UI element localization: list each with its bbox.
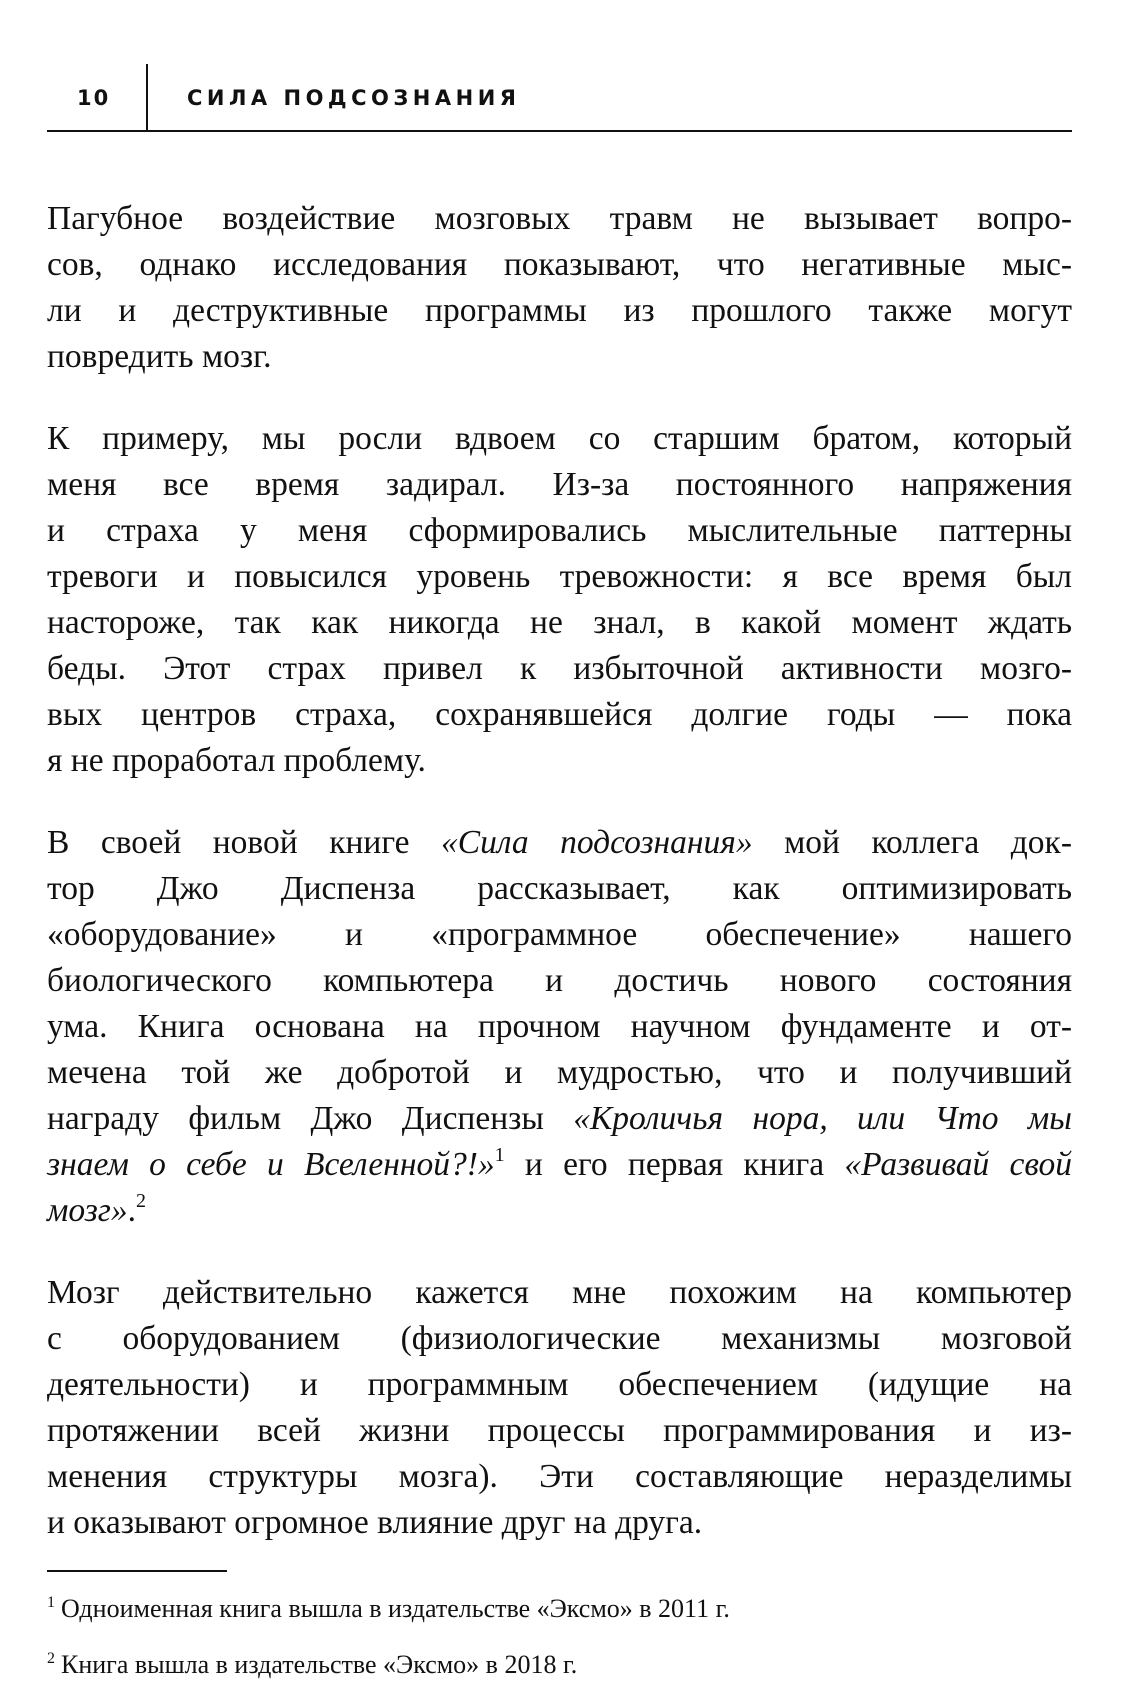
text-line: протяжении всей жизни процессы программирования и из-: [47, 1412, 1072, 1449]
text-line: ли и деструктивные программы из прошлого также могут: [47, 292, 1072, 329]
text-line: вых центров страха, сохранявшейся долгие годы — пока: [47, 696, 1072, 733]
book-title-citation: мозг»: [47, 1192, 128, 1229]
text-run: мой коллега док-: [752, 824, 1072, 861]
footnote-text: Одноименная книга вышла в издательстве «Эксмо» в 2011 г.: [61, 1594, 730, 1623]
text-line: беды. Этот страх привел к избыточной активности мозго-: [47, 650, 1072, 687]
header-divider: [146, 64, 148, 130]
film-title-citation: «Кроличья нора, или Что мы: [573, 1100, 1072, 1137]
footnotes: [47, 1578, 1072, 1690]
text-line: повредить мозг.: [47, 338, 272, 375]
text-run: В своей новой книге: [47, 824, 441, 861]
footnote-mark: 1: [47, 1594, 55, 1611]
text-line: настороже, так как никогда не знал, в какой момент ждать: [47, 604, 1072, 641]
footnote-ref-2: 2: [135, 1190, 146, 1212]
footnote-text: Книга вышла в издательстве «Эксмо» в 2018 г.: [61, 1650, 578, 1679]
paragraph-2: [47, 416, 1072, 784]
text-line: деятельности) и программным обеспечением (идущие на: [47, 1366, 1072, 1403]
text-run: и его первая книга: [504, 1146, 845, 1183]
page-number: 10: [77, 86, 111, 110]
footnote-ref-1: 1: [494, 1144, 505, 1166]
text-line: и страха у меня сформировались мыслительные паттерны: [47, 512, 1072, 549]
text-line: биологического компьютера и достичь нового состояния: [47, 962, 1072, 999]
paragraph-1: [47, 196, 1072, 380]
footnote-divider: [47, 1570, 227, 1572]
text-line: [47, 1142, 1072, 1188]
text-line: Мозг действительно кажется мне похожим на компьютер: [47, 1274, 1072, 1311]
footnote-2: [47, 1634, 1072, 1690]
text-line: К примеру, мы росли вдвоем со старшим братом, который: [47, 420, 1072, 457]
text-line: [47, 820, 1072, 866]
text-run: .: [127, 1192, 136, 1229]
text-line: тревоги и повысился уровень тревожности: я все время был: [47, 558, 1072, 595]
footnote-1: [47, 1578, 1072, 1634]
book-title-citation: «Сила подсознания»: [441, 824, 753, 861]
film-title-citation: знаем о себе и Вселенной?!»: [47, 1146, 495, 1183]
text-line: сов, однако исследования показывают, что негативные мыс-: [47, 246, 1072, 283]
text-line: Пагубное воздействие мозговых травм не вызывает вопро-: [47, 200, 1072, 237]
text-line: [47, 1096, 1072, 1142]
paragraph-3: [47, 820, 1072, 1234]
text-run: награду фильм Джо Диспензы: [47, 1100, 574, 1137]
running-head: [47, 64, 1072, 132]
text-line: и оказывают огромное влияние друг на друга.: [47, 1504, 703, 1541]
text-line: [47, 1188, 1072, 1234]
text-line: мечена той же добротой и мудростью, что и получивший: [47, 1054, 1072, 1091]
text-line: я не проработал проблему.: [47, 742, 426, 779]
book-title-citation: «Развивай свой: [844, 1146, 1072, 1183]
text-line: тор Джо Диспенза рассказывает, как оптимизировать: [47, 870, 1072, 907]
paragraph-4: [47, 1270, 1072, 1546]
running-title: СИЛА ПОДСОЗНАНИЯ: [187, 86, 521, 110]
text-line: с оборудованием (физиологические механизмы мозговой: [47, 1320, 1072, 1357]
text-line: ума. Книга основана на прочном научном фундаменте и от-: [47, 1008, 1072, 1045]
footnote-mark: 2: [47, 1650, 55, 1667]
body-text: [47, 196, 1072, 1582]
text-line: менения структуры мозга). Эти составляющие неразделимы: [47, 1458, 1072, 1495]
text-line: меня все время задирал. Из-за постоянного напряжения: [47, 466, 1072, 503]
text-line: «оборудование» и «программное обеспечение» нашего: [47, 916, 1072, 953]
